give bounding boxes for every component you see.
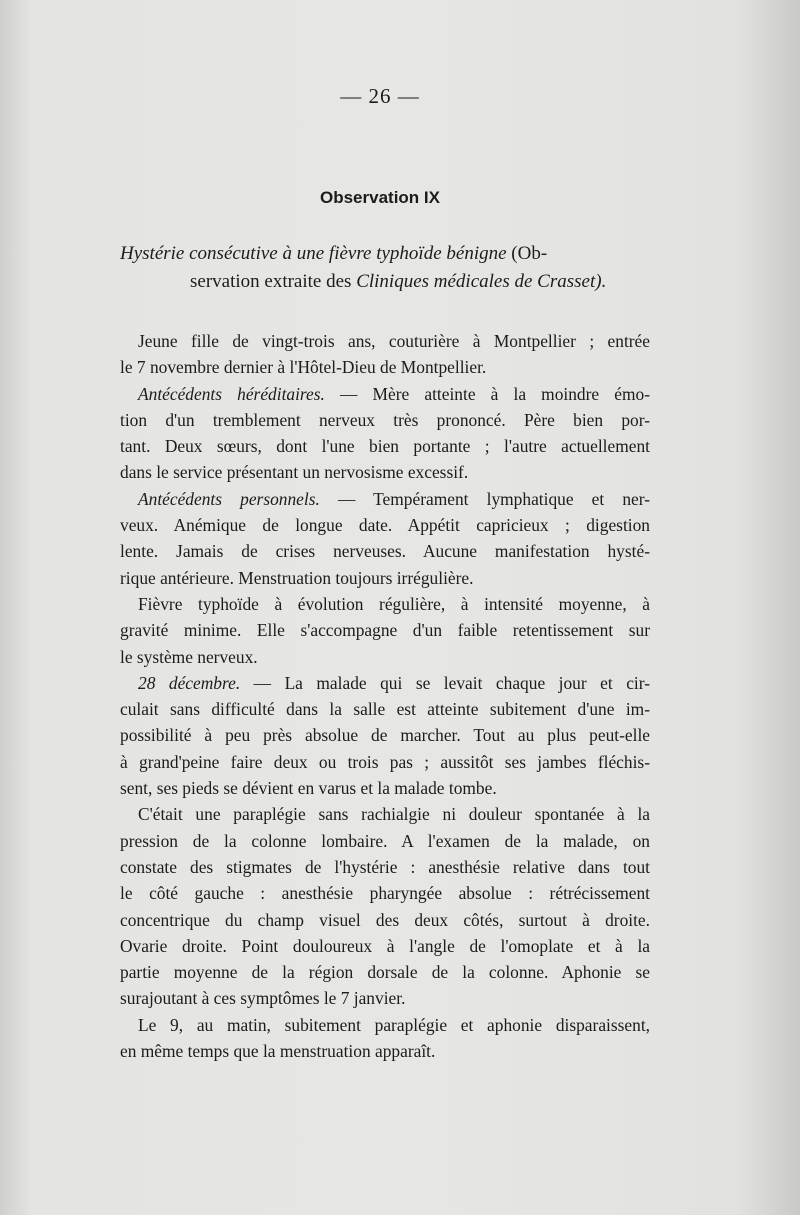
subtitle-text-1: (Ob-: [506, 243, 548, 264]
observation-subtitle: [120, 240, 640, 296]
text-line-7: Antécédents personnels. — Tempérament lymphatique et ner-: [138, 488, 650, 509]
text-line-13: le système nerveux.: [120, 646, 258, 667]
body-text: [120, 328, 650, 1064]
text-line-12: gravité minime. Elle s'accompagne d'un faible retentissement sur: [120, 620, 650, 641]
text-line-24: Ovarie droite. Point douloureux à l'angle de l'omoplate et à la: [120, 935, 650, 956]
text-line-20: pression de la colonne lombaire. A l'examen de la malade, on: [120, 830, 650, 851]
subtitle-italic-2: Cliniques médicales de Crasset).: [356, 271, 607, 292]
text-line-11: Fièvre typhoïde à évolution régulière, à intensité moyenne, à: [138, 593, 650, 614]
text-line-3: Antécédents héréditaires. — Mère atteinte à la moindre émo-: [138, 383, 650, 404]
text-line-28: en même temps que la menstruation apparaît.: [120, 1041, 436, 1062]
text-line-23: concentrique du champ visuel des deux côtés, surtout à droite.: [120, 909, 650, 930]
text-line-14: 28 décembre. — La malade qui se levait chaque jour et cir-: [138, 672, 650, 693]
page-number: — 26 —: [340, 84, 420, 108]
text-line-19: C'était une paraplégie sans rachialgie ni douleur spontanée à la: [138, 804, 650, 825]
text-line-2: le 7 novembre dernier à l'Hôtel-Dieu de Montpellier.: [120, 357, 487, 378]
text-line-15: culait sans difficulté dans la salle est atteinte subitement d'une im-: [120, 699, 650, 720]
text-line-25: partie moyenne de la région dorsale de la colonne. Aphonie se: [120, 962, 650, 983]
text-line-17: à grand'peine faire deux ou trois pas ; aussitôt ses jambes fléchis-: [120, 751, 650, 772]
text-line-21: constate des stigmates de l'hystérie : anesthésie relative dans tout: [120, 856, 650, 877]
text-line-6: dans le service présentant un nervosisme excessif.: [120, 462, 469, 483]
text-line-4: tion d'un tremblement nerveux très prononcé. Père bien por-: [120, 409, 650, 430]
subtitle-italic-1: Hystérie consécutive à une fièvre typhoïde bénigne: [120, 243, 507, 264]
text-line-10: rique antérieure. Menstruation toujours irrégulière.: [120, 567, 474, 588]
text-line-5: tant. Deux sœurs, dont l'une bien portante ; l'autre actuellement: [120, 436, 650, 457]
text-line-22: le côté gauche : anesthésie pharyngée absolue : rétrécissement: [120, 883, 650, 904]
text-line-27: Le 9, au matin, subitement paraplégie et aphonie disparaissent,: [138, 1014, 650, 1035]
text-line-16: possibilité à peu près absolue de marcher. Tout au plus peut-elle: [120, 725, 650, 746]
subtitle-text-2: servation extraite des: [190, 271, 357, 292]
text-line-18: sent, ses pieds se dévient en varus et la malade tombe.: [120, 778, 497, 799]
text-line-26: surajoutant à ces symptômes le 7 janvier.: [120, 988, 406, 1009]
text-line-1: Jeune fille de vingt-trois ans, couturière à Montpellier ; entrée: [138, 331, 650, 351]
observation-title: Observation IX: [320, 188, 440, 207]
text-line-9: lente. Jamais de crises nerveuses. Aucune manifestation hysté-: [120, 541, 650, 562]
text-line-8: veux. Anémique de longue date. Appétit capricieux ; digestion: [120, 515, 650, 536]
